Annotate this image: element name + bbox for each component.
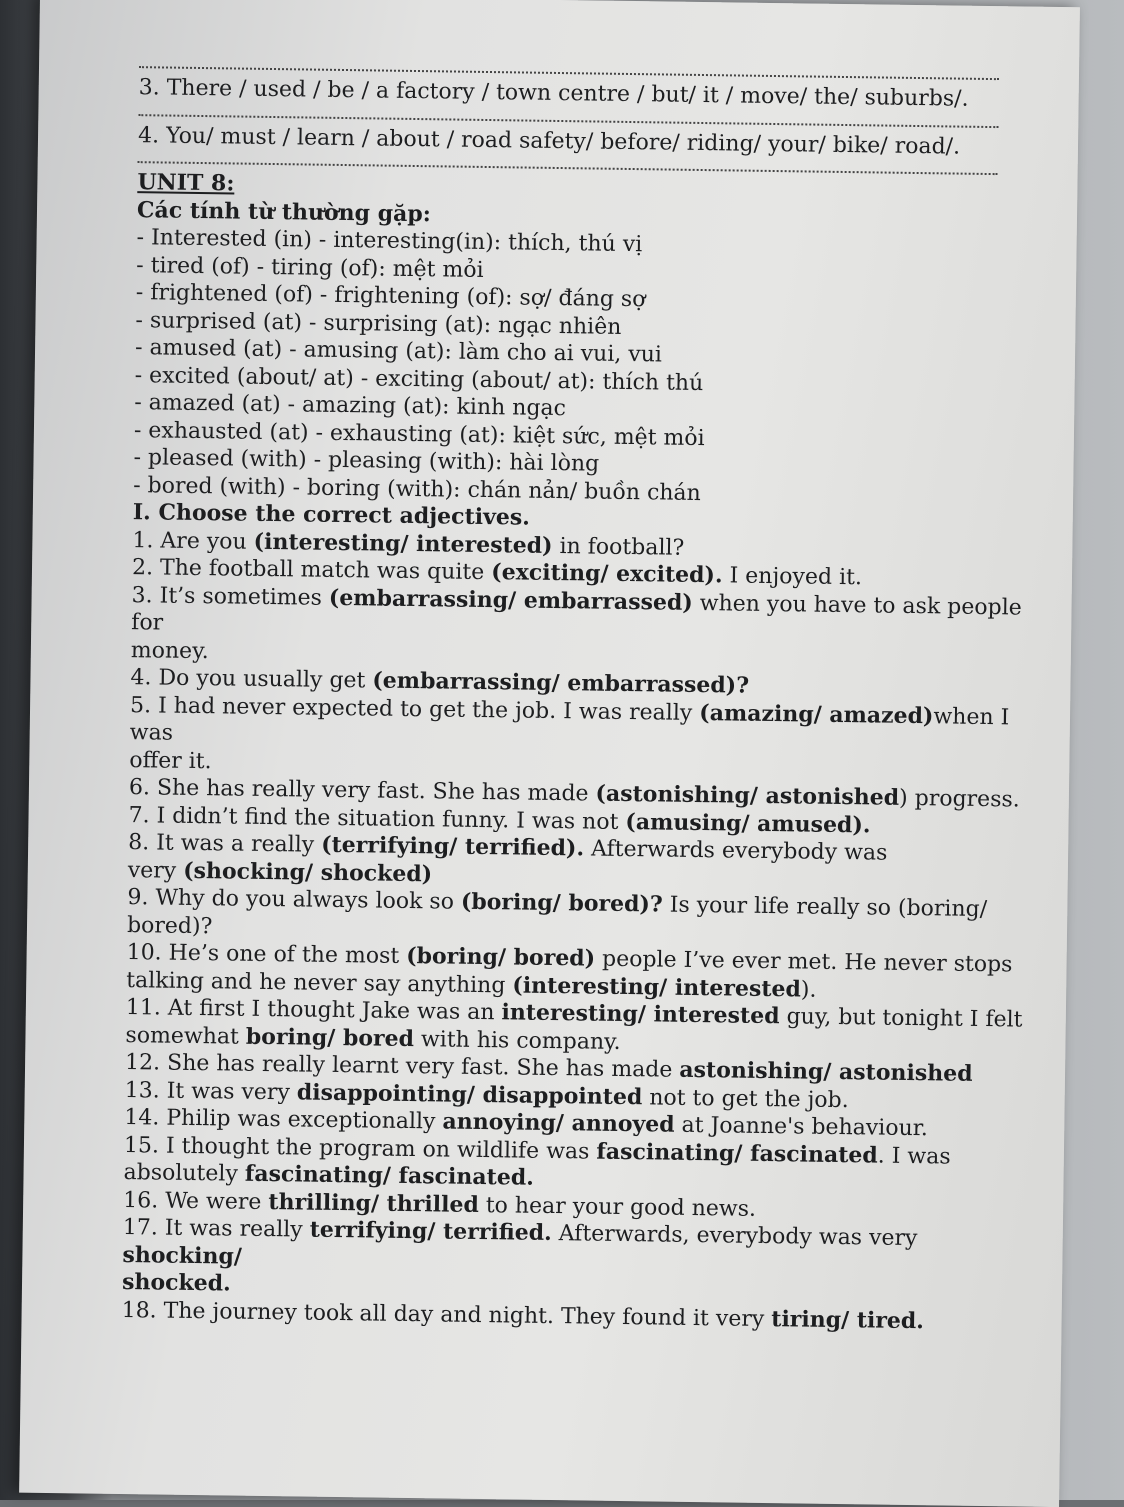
question-text: absolutely	[123, 1160, 246, 1187]
question-text: in football?	[552, 533, 685, 561]
answer-options: shocking/	[122, 1241, 243, 1270]
answer-options: (amusing/ amused).	[625, 808, 871, 838]
adjective-pair: - amused (at) - amusing (at): làm cho ai vui, vui	[134, 335, 663, 368]
answer-options: tiring/ tired.	[771, 1305, 925, 1334]
answer-options: terrifying/ terrified.	[309, 1216, 552, 1247]
adjective-pair: - exhausted (at) - exhausting (at): kiệt sức, mệt mỏi	[133, 417, 705, 451]
exercise-item-3: 3. There / used / be / a factory / town centre / but/ it / move/ the/ suburbs/.	[138, 75, 969, 112]
adjective-pair: - surprised (at) - surprising (at): ngạc nhiên	[135, 307, 622, 340]
answer-options: (interesting/ interested)	[253, 528, 553, 559]
question-text: when I was	[129, 703, 1010, 746]
answer-options: shocked.	[121, 1269, 231, 1297]
question-3	[131, 582, 1032, 677]
question-text: Afterwards, everybody was very	[551, 1221, 918, 1252]
question-text: somewhat	[125, 1022, 247, 1050]
question-text: . I was	[877, 1143, 951, 1170]
question-text: 3. It’s sometimes	[131, 582, 330, 611]
question-text: I enjoyed it.	[722, 563, 863, 591]
adjective-pair: - Interested (in) - interesting(in): thích, thú vị	[136, 225, 643, 258]
question-text: not to get the job.	[642, 1084, 849, 1113]
answer-options: fascinating/ fascinated	[596, 1138, 878, 1169]
answer-options: (boring/ bored)	[405, 942, 596, 972]
question-5	[129, 692, 1030, 787]
adjective-pair: - bored (with) - boring (with): chán nản/ buồn chán	[133, 472, 701, 506]
question-text: Afterwards everybody was	[583, 836, 888, 866]
answer-options: (exciting/ excited).	[491, 559, 723, 589]
answer-options: (embarrassing/ embarrassed)	[328, 584, 693, 616]
adjectives-heading: Các tính từ thường gặp:	[136, 196, 431, 227]
question-text: to hear your good news.	[478, 1192, 757, 1222]
question-text: 13. It was very	[124, 1077, 298, 1105]
question-17	[122, 1214, 1023, 1309]
question-text: 15. I thought the program on wildlife was	[123, 1132, 597, 1165]
question-text: 6. She has really very fast. She has made	[128, 775, 596, 807]
answer-options: boring/ bored	[245, 1023, 415, 1052]
question-text: talking and he never say anything	[126, 967, 513, 998]
answer-options: fascinating/ fascinated.	[244, 1160, 535, 1191]
question-text: 10. He’s one of the most	[126, 940, 407, 969]
question-text: when you have to ask people for	[131, 590, 1022, 636]
adjective-pair: - excited (about/ at) - exciting (about/ at): thích thú	[134, 362, 704, 396]
question-text: Is your life really so (boring/	[662, 892, 988, 923]
question-text: 16. We were	[123, 1187, 269, 1215]
question-text: 11. At first I thought Jake was an	[125, 995, 502, 1026]
answer-options: disappointing/ disappointed	[296, 1078, 643, 1110]
answer-options: (embarrassing/ embarrassed)?	[372, 667, 750, 699]
adjective-pair: - pleased (with) - pleasing (with): hài lòng	[133, 445, 600, 477]
question-text: 5. I had never expected to get the job. I was really	[129, 692, 700, 726]
question-text: 7. I didn’t find the situation funny. I was not	[128, 802, 626, 835]
answer-options: astonishing/ astonished	[679, 1056, 973, 1087]
question-text: 2. The football match was quite	[131, 555, 492, 586]
answer-options: (boring/ bored)?	[460, 888, 663, 918]
question-text: guy, but tonight I felt	[779, 1004, 1023, 1033]
answer-options: annoying/ annoyed	[442, 1108, 675, 1138]
question-text: people I’ve ever met. He never stops	[594, 946, 1013, 978]
question-text: 8. It was a really	[128, 830, 322, 858]
question-text: money.	[130, 637, 209, 664]
answer-options: (interesting/ interested	[512, 971, 802, 1002]
question-text: 9. Why do you always look so	[127, 885, 462, 915]
answer-options: (terrifying/ terrified).	[321, 831, 585, 862]
answer-options: (shocking/ shocked)	[183, 857, 433, 887]
question-text: ) progress.	[898, 785, 1020, 813]
answer-options: thrilling/ thrilled	[268, 1188, 480, 1218]
question-text: offer it.	[129, 747, 212, 774]
answer-options: interesting/ interested	[501, 999, 780, 1030]
question-text: with his company.	[413, 1026, 621, 1055]
question-text: 1. Are you	[132, 527, 254, 555]
question-text: 17. It was really	[122, 1215, 310, 1243]
question-text: bored)?	[126, 912, 213, 939]
exercise-item-4: 4. You/ must / learn / about / road safety/ before/ riding/ your/ bike/ road/.	[137, 122, 961, 160]
worksheet-page	[19, 0, 1080, 1507]
unit-title: UNIT 8:	[137, 169, 235, 197]
question-text: ).	[800, 976, 817, 1003]
adjective-pair: - tired (of) - tiring (of): mệt mỏi	[136, 252, 484, 283]
answer-options: (amazing/ amazed)	[699, 699, 934, 729]
question-text: very	[127, 857, 184, 884]
adjective-pair: - frightened (of) - frightening (of): sợ/ đáng sợ	[135, 280, 646, 313]
adjective-pair: - amazed (at) - amazing (at): kinh ngạc	[134, 390, 567, 422]
question-text: 4. Do you usually get	[130, 665, 373, 694]
question-text: 12. She has really learnt very fast. She has made	[124, 1050, 680, 1083]
worksheet-content	[121, 54, 1039, 1336]
question-text: 18. The journey took all day and night. They found it very	[121, 1297, 772, 1332]
exercise-title: I. Choose the correct adjectives.	[132, 499, 531, 531]
question-text: at Joanne's behaviour.	[674, 1112, 928, 1142]
question-text: 14. Philip was exceptionally	[124, 1105, 443, 1135]
answer-options: (astonishing/ astonished	[595, 780, 900, 811]
